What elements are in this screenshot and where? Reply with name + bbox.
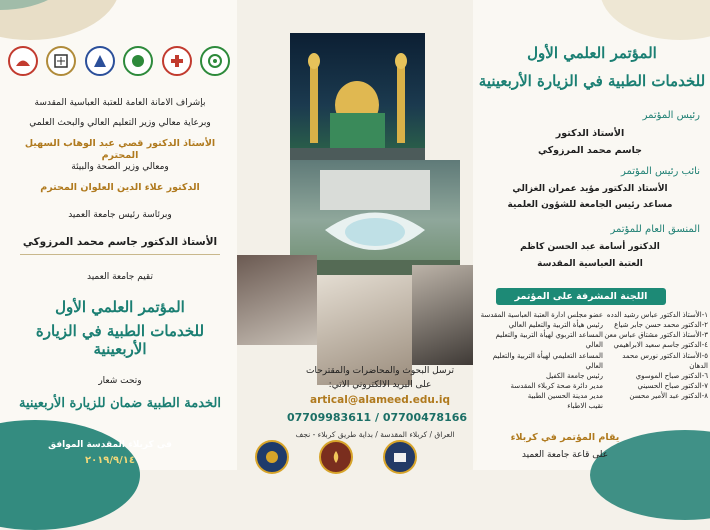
member-name: ١-الأستاذ الدكتور عباس رشيد الدده xyxy=(606,311,708,319)
lamp-logo-icon xyxy=(319,440,353,474)
member-role: مدير دائرة صحة كربلاء المقدسة xyxy=(510,381,603,390)
president-label: رئيس المؤتمر xyxy=(642,110,700,121)
member-name: ٢-الدكتور محمد حسن جابر شياع xyxy=(614,321,708,330)
university-logo-icon xyxy=(85,46,115,76)
conference-title-2: للخدمات الطبية في الزيارة الأربعينية xyxy=(35,322,205,358)
shrine-illustration xyxy=(290,33,425,165)
ministry-logo-icon xyxy=(123,46,153,76)
conference-title-1: المؤتمر العلمي الأول xyxy=(55,298,185,316)
emblem-logo-icon xyxy=(255,440,289,474)
member-role: المساعد التربوي لهيأة التربية والتعليم العالي xyxy=(495,331,603,350)
committee-roles xyxy=(477,310,603,411)
divider xyxy=(20,254,220,255)
committee-members xyxy=(604,310,708,401)
member-role: عضو مجلس ادارة العتبة العباسية المقدسة xyxy=(480,311,603,319)
email-label: على البريد الالكتروني الاتي: xyxy=(328,380,432,390)
presidency-line: وبرئاسة رئيس جامعة العميد xyxy=(68,210,172,220)
minister-health-name: الدكتور علاء الدين العلوان المحترم xyxy=(40,182,200,193)
member-name: ٤-الدكتور جاسم سعيد الابراهيمي xyxy=(613,341,708,350)
shrine-photo xyxy=(290,33,425,165)
phone-numbers: 07709983611 / 07700478166 xyxy=(286,411,468,424)
member-name: ٧-الدكتور صباح الحسيني xyxy=(637,381,708,390)
member-role: المساعد التعليمي لهيأة التربية والتعليم العالي xyxy=(492,351,603,370)
president-name: جاسم محمد المرزوكي xyxy=(537,145,643,156)
coordinator-label: المنسق العام للمؤتمر xyxy=(610,224,700,235)
health-logo-icon xyxy=(162,46,192,76)
president-title: الأستاذ الدكتور xyxy=(555,128,625,139)
slogan: الخدمة الطبية ضمان للزيارة الأربعينية xyxy=(19,396,221,411)
sponsorship-line: وبرعاية معالي وزير التعليم العالي والبحث العلمي xyxy=(29,118,211,128)
footer-location: في كربلاء المقدسة الموافق xyxy=(48,440,172,450)
email-link[interactable]: artical@alameed.edu.iq xyxy=(310,394,450,406)
coordinator-org: العتبة العباسية المقدسة xyxy=(537,259,643,269)
vice-label: نائب رئيس المؤتمر xyxy=(620,166,700,177)
coordinator-name: الدكتور أسامة عبد الحسن كاظم xyxy=(520,242,660,252)
member-name: ٦-الدكتور صباح الموسوي xyxy=(635,371,708,380)
member-role: نقيب الاطباء xyxy=(567,402,603,411)
vice-role: مساعد رئيس الجامعة للشؤون العلمية xyxy=(507,200,673,210)
health-minister-line: ومعالي وزير الصحة والبيئة xyxy=(71,162,169,172)
right-title-2: للخدمات الطبية في الزيارة الأربعينية xyxy=(478,72,706,90)
member-name: ٨-الدكتور عبد الأمير محسن xyxy=(629,392,708,401)
university-president-name: الأستاذ الدكتور جاسم محمد المرزوكي xyxy=(22,236,218,248)
calligraphy-logo-icon xyxy=(46,46,76,76)
footer-date: ٢٠١٩/٩/١٤ xyxy=(84,455,136,466)
organizer-line: تقيم جامعة العميد xyxy=(86,272,153,282)
member-role: رئيس جامعة الكفيل xyxy=(545,371,603,380)
green-logo-icon xyxy=(200,46,230,76)
committee-header: اللجنة المشرفة على المؤتمر xyxy=(496,288,666,305)
slogan-intro: وتحت شعار xyxy=(98,376,142,386)
submit-text: ترسل البحوث والمحاضرات والمقترحات xyxy=(305,366,455,376)
address: العراق / كربلاء المقدسة / بداية طريق كربلاء - نجف xyxy=(295,430,455,439)
right-title-1: المؤتمر العلمي الأول xyxy=(527,44,657,62)
member-name: ٥-الأستاذ الدكتور نورس محمد الدهان xyxy=(622,351,708,370)
shrine-logo-icon xyxy=(8,46,38,76)
member-role: مدير مدينة الحسين الطبية xyxy=(527,392,603,401)
venue-line-1: يقام المؤتمر في كربلاء xyxy=(510,432,620,443)
logo-row xyxy=(8,46,230,76)
member-role: رئيس هيأة التربية والتعليم العالي xyxy=(508,321,603,330)
supervision-line: بإشراف الامانة العامة للعتبة العباسية المقدسة xyxy=(34,98,206,108)
book-logo-icon xyxy=(383,440,417,474)
minister-higher-ed: الأستاذ الدكتور قصي عبد الوهاب السهيل المحترم xyxy=(24,138,216,161)
venue-line-2: على قاعة جامعة العميد xyxy=(521,450,609,460)
medical-photo-1 xyxy=(237,255,317,345)
member-name: ٣-الأستاذ الدكتور مشتاق عباس معن xyxy=(604,331,708,340)
bottom-logo-row xyxy=(255,440,417,474)
medical-photo-3 xyxy=(412,265,473,365)
vice-name: الأستاذ الدكتور مؤيد عمران الغزالي xyxy=(512,184,668,194)
